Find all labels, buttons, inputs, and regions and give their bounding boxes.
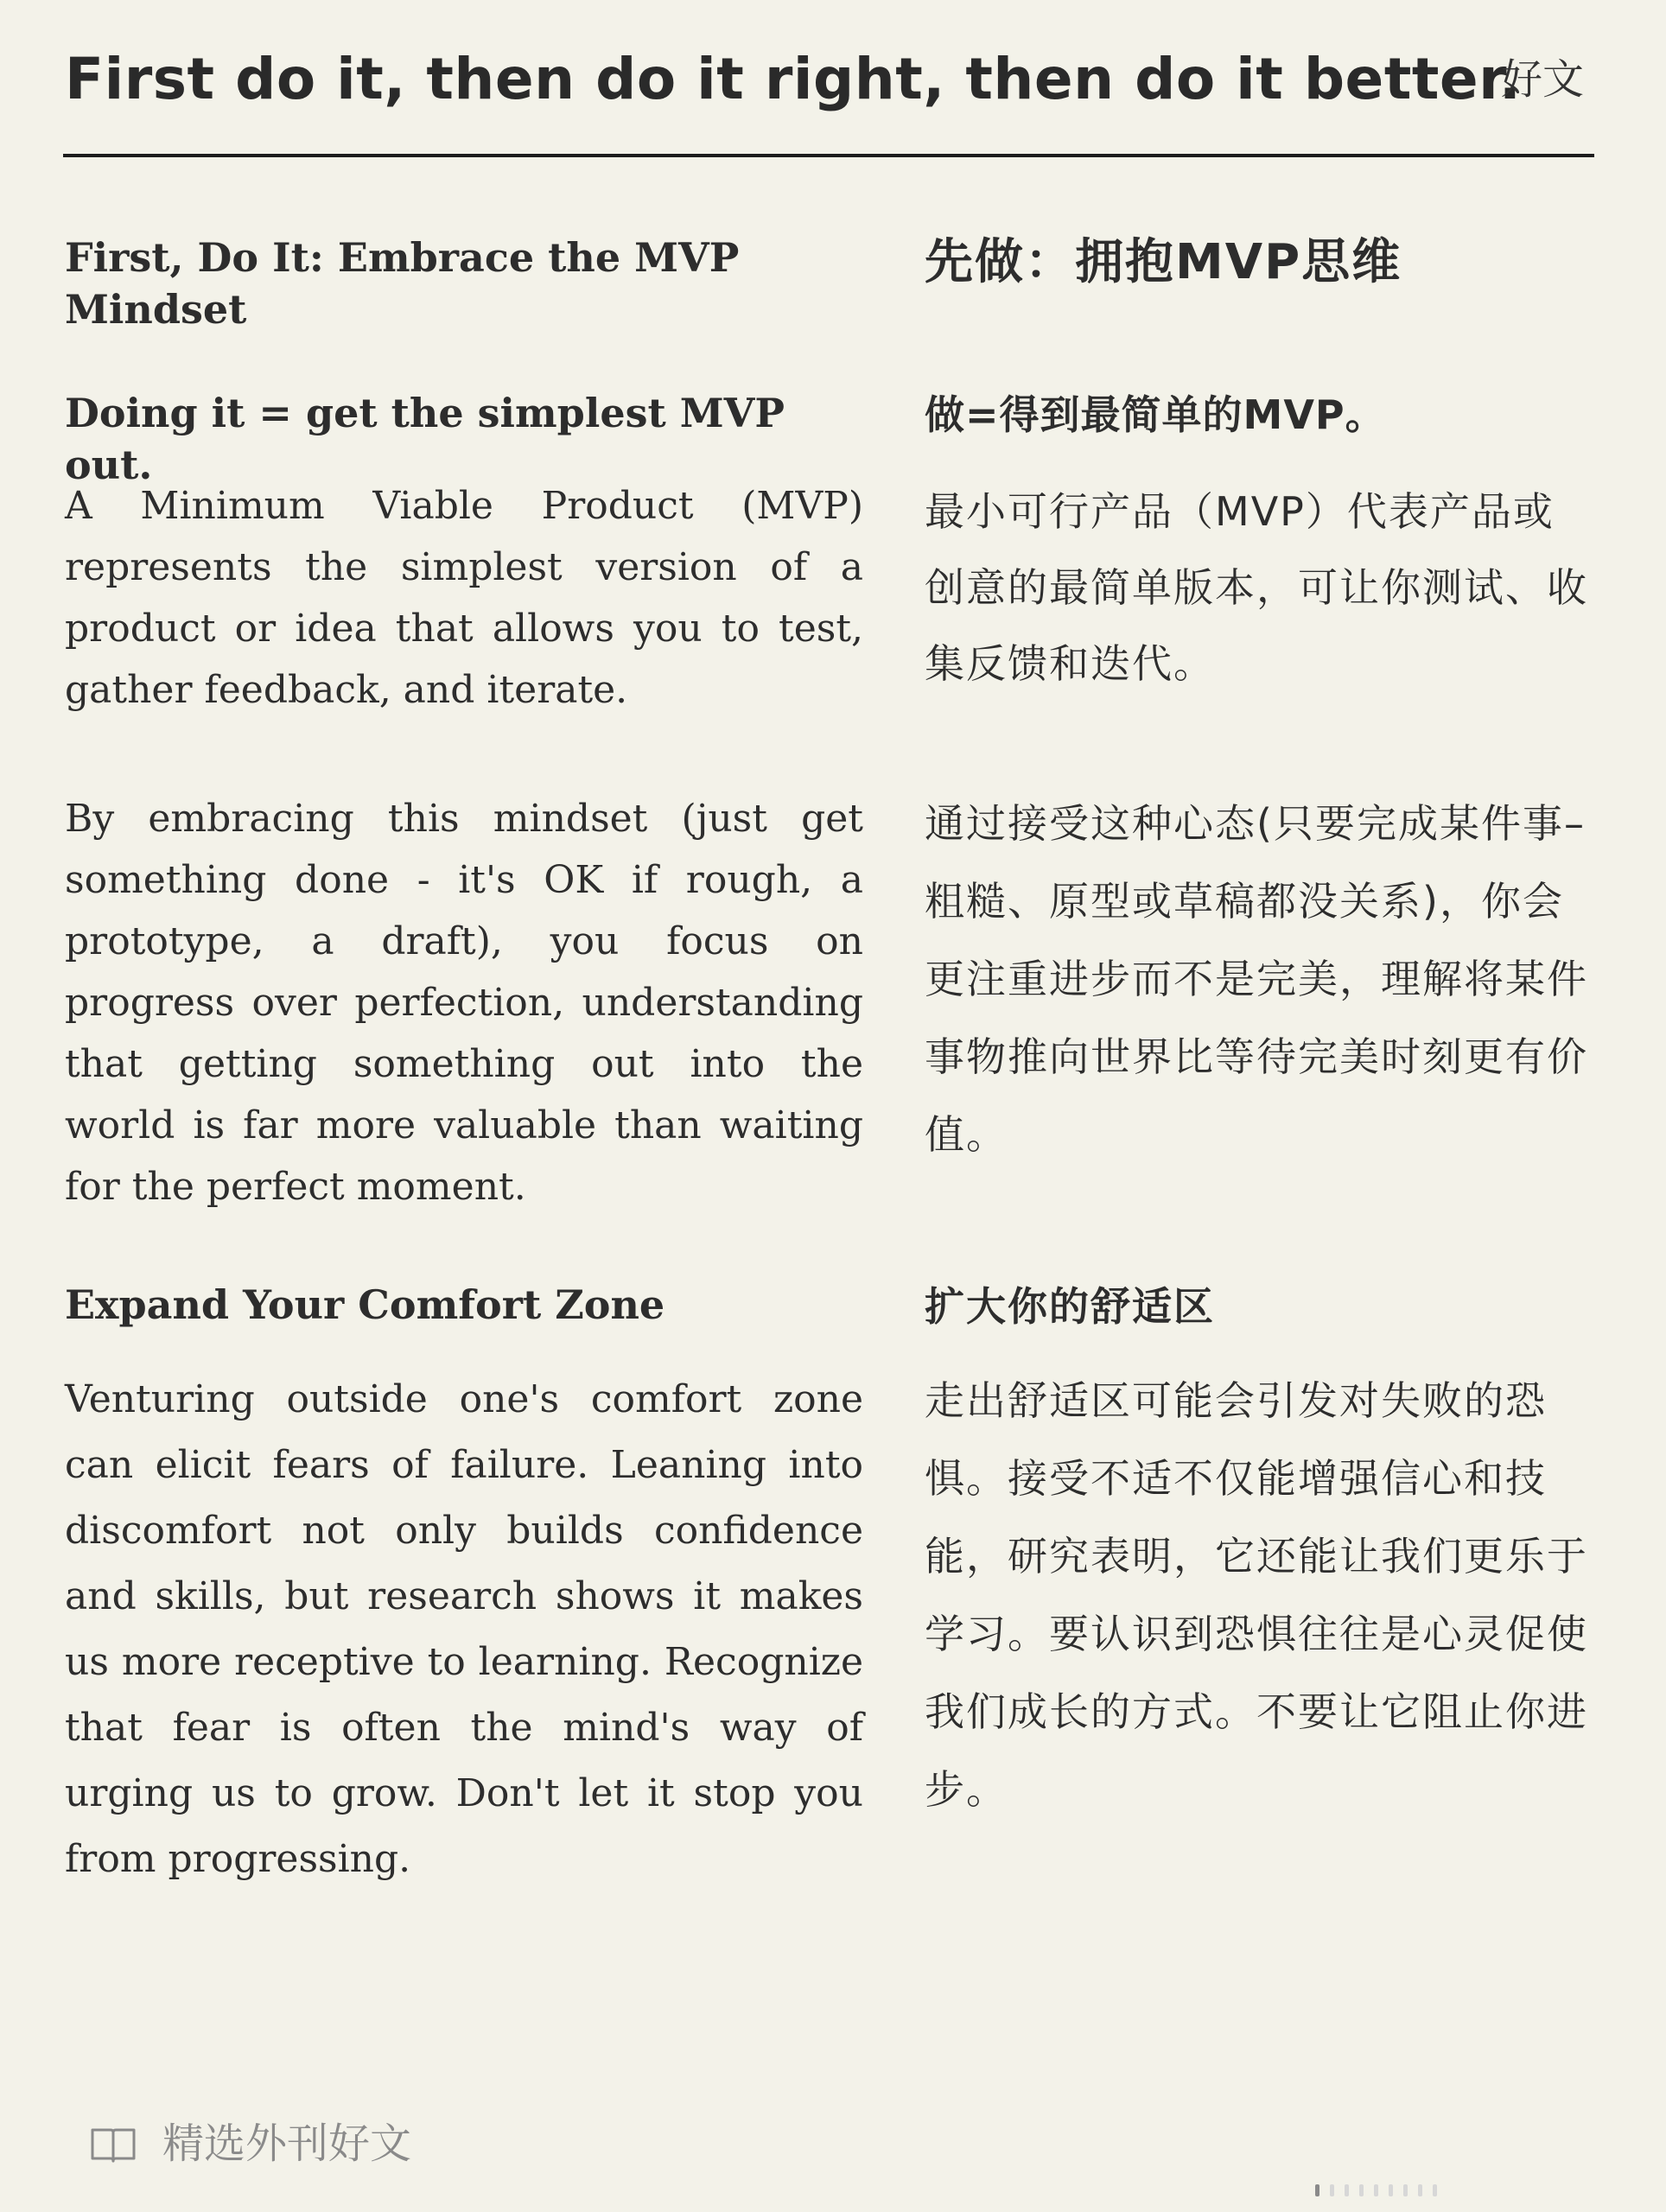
- comfort-heading-zh: 扩大你的舒适区: [925, 1283, 1215, 1330]
- page-dot[interactable]: [1345, 2184, 1349, 2196]
- page-dot[interactable]: [1389, 2184, 1393, 2196]
- page-dot[interactable]: [1374, 2184, 1378, 2196]
- doing-heading-zh: 做=得到最简单的MVP。: [925, 391, 1386, 438]
- mvp-def-en-wrap: [65, 475, 863, 721]
- mvp-heading-zh-wrap: [925, 230, 1590, 296]
- comfort-paragraph-zh: 走出舒适区可能会引发对失败的恐惧。接受不适不仅能增强信心和技能，研究表明，它还能让我们更乐于学习。要认识到恐惧往往是心灵促使我们成长的方式。不要让它阻止你进步。: [925, 1377, 1588, 1813]
- page-indicator[interactable]: [1315, 2184, 1447, 2196]
- page-dot[interactable]: [1330, 2184, 1334, 2196]
- page-header: [65, 45, 1594, 114]
- comfort-en-wrap: [65, 1367, 863, 1892]
- page-dot[interactable]: [1359, 2184, 1364, 2196]
- comfort-zh-wrap: [925, 1362, 1590, 1828]
- comfort-heading-en-wrap: [65, 1279, 863, 1331]
- doing-heading-en: Doing it = get the simplest MVP out.: [65, 390, 785, 488]
- page-dot[interactable]: [1403, 2184, 1408, 2196]
- footer-label: 精选外刊好文: [162, 2120, 412, 2168]
- mindset-paragraph-en: By embracing this mindset (just get something done - it's OK if rough, a prototype, a draft), you focus on progress over perfection, understanding that getting something out into the world is far more valuable than waiting for the perfect moment.: [65, 797, 863, 1209]
- mvp-def-zh-wrap: [925, 474, 1590, 702]
- comfort-heading-en: Expand Your Comfort Zone: [65, 1281, 665, 1328]
- comfort-heading-zh-wrap: [925, 1279, 1590, 1334]
- comfort-paragraph-en: Venturing outside one's comfort zone can elicit fears of failure. Leaning into discomfort not only builds confidence and skills, but research shows it makes us more receptive to learning. Recognize that fear is often the mind's way of urging us to grow. Don't let it stop you from progressing.: [65, 1377, 863, 1881]
- mvp-definition-zh: 最小可行产品（MVP）代表产品或创意的最简单版本，可让你测试、收集反馈和迭代。: [925, 488, 1588, 687]
- mvp-heading-en: First, Do It: Embrace the MVP Mindset: [65, 234, 740, 333]
- page-dot[interactable]: [1433, 2184, 1437, 2196]
- mvp-heading-zh: 先做：拥抱MVP思维: [925, 234, 1402, 290]
- page-title: First do it, then do it right, then do it better.: [65, 46, 1522, 112]
- mindset-paragraph-zh: 通过接受这种心态(只要完成某件事–粗糙、原型或草稿都没关系)，你会更注重进步而不是完美，理解将某件事物推向世界比等待完美时刻更有价值。: [925, 800, 1588, 1158]
- page-dot[interactable]: [1418, 2184, 1422, 2196]
- mvp-definition-en: A Minimum Viable Product (MVP) represents the simplest version of a product or idea that allows you to test, gather feedback, and iterate.: [65, 484, 863, 712]
- book-icon: [90, 2126, 137, 2164]
- mvp-heading-en-wrap: [65, 232, 863, 335]
- page-dot[interactable]: [1315, 2184, 1319, 2196]
- mindset-zh-wrap: [925, 785, 1590, 1173]
- header-divider: [63, 154, 1594, 157]
- doing-heading-zh-wrap: [925, 387, 1590, 442]
- header-tag: 好文: [1500, 55, 1584, 104]
- mindset-en-wrap: [65, 788, 863, 1217]
